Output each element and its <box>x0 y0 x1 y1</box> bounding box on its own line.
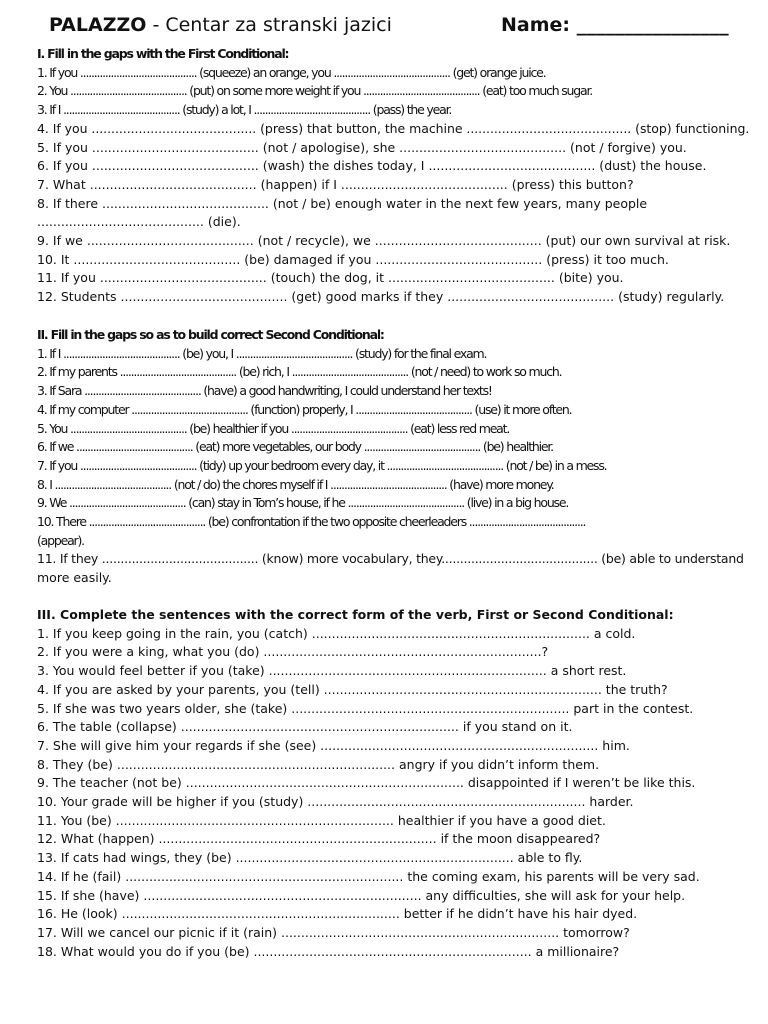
exercise-line: 6. If we .......................................... (eat) more vegetables, our body .......................................... (be) healthier. <box>37 439 553 455</box>
school-title <box>49 14 392 36</box>
exercise-line: 14. If he (fail) ...................................................................... the coming exam, his parents will be very sad. <box>37 868 700 884</box>
exercise-line: 3. You would feel better if you (take) ...................................................................... a short rest. <box>37 663 627 679</box>
exercise-line: 9. We .......................................... (can) stay in Tom’s house, if he .......................................... (live) in a big house. <box>37 495 569 511</box>
section-second-conditional <box>37 326 744 588</box>
exercise-line: 12. What (happen) ...................................................................... if the moon disappeared? <box>37 831 601 847</box>
exercise-line: 7. She will give him your regards if she (see) ...................................................................... him. <box>37 737 630 753</box>
exercise-line: 12. Students .......................................... (get) good marks if they .......................................... (study) regularly. <box>37 289 725 305</box>
worksheet-header <box>37 14 749 42</box>
exercise-line: 10. It .......................................... (be) damaged if you .......................................... (press) it too much. <box>37 251 669 267</box>
exercise-line: 1. If you keep going in the rain, you (catch) ...................................................................... a cold. <box>37 625 636 641</box>
exercise-line: 2. You .......................................... (put) on some more weight if you .......................................... (eat) too much sugar. <box>37 83 593 99</box>
exercise-line: 6. If you .......................................... (wash) the dishes today, I .......................................... (dust) the house. <box>37 158 707 174</box>
exercise-line: 5. If she was two years older, she (take) ...................................................................... part in the contest. <box>37 700 694 716</box>
exercise-line: 18. What would you do if you (be) ...................................................................... a millionaire? <box>37 943 620 959</box>
exercise-line: 2. If my parents .......................................... (be) rich, I .......................................... (not / need) to work so much. <box>37 364 562 380</box>
exercise-line: 8. They (be) ...................................................................... angry if you didn’t inform them. <box>37 756 600 772</box>
exercise-line: 8. If there .......................................... (not / be) enough water in the next few years, many people <box>37 195 648 211</box>
name-field-label: Name: ________________ <box>501 14 729 36</box>
worksheet-page <box>37 14 750 959</box>
exercise-line: (appear). <box>37 532 84 548</box>
exercise-line: 6. The table (collapse) ...................................................................... if you stand on it. <box>37 719 573 735</box>
exercise-line: 11. You (be) ...................................................................... healthier if you have a good diet. <box>37 812 606 828</box>
section-mixed-conditional <box>37 606 700 961</box>
exercise-line: 5. If you .......................................... (not / apologise), she .......................................... (not / forgive) you. <box>37 139 687 155</box>
exercise-line: 7. If you .......................................... (tidy) up your bedroom every day, it .......................................... (not / be) in a mess. <box>37 457 607 473</box>
exercise-line: 11. If they .......................................... (know) more vocabulary, they.......................................... (be) able to understand <box>37 551 744 567</box>
exercise-line: more easily. <box>37 570 112 586</box>
exercise-line: 5. You .......................................... (be) healthier if you .......................................... (eat) less red meat. <box>37 420 510 436</box>
exercise-line: 10. Your grade will be higher if you (study) ...................................................................... harder. <box>37 794 634 810</box>
exercise-line: 1. If I .......................................... (be) you, I .......................................... (study) for the final exam. <box>37 345 487 361</box>
exercise-line: 9. The teacher (not be) ...................................................................... disappointed if I weren’t be like this. <box>37 775 696 791</box>
school-name: PALAZZO <box>49 14 147 36</box>
exercise-line: 10. There .......................................... (be) confrontation if the two opposite cheerleaders .......................................... <box>37 514 586 530</box>
exercise-line: 1. If you .......................................... (squeeze) an orange, you .......................................... (get) orange juice. <box>37 64 546 80</box>
exercise-line: 16. He (look) ...................................................................... better if he didn’t have his hair dyed. <box>37 906 638 922</box>
exercise-line: 4. If you .......................................... (press) that button, the machine .......................................... (stop) functioning. <box>37 120 750 136</box>
section-first-conditional <box>37 45 749 307</box>
exercise-line: 3. If I .......................................... (study) a lot, I .......................................... (pass) the year. <box>37 102 452 118</box>
exercise-line: 13. If cats had wings, they (be) ...................................................................... able to fly. <box>37 850 583 866</box>
exercise-line: 7. What .......................................... (happen) if I .......................................... (press) this button? <box>37 176 634 192</box>
exercise-line: 4. If you are asked by your parents, you (tell) ...................................................................... the truth? <box>37 681 668 697</box>
section-title: III. Complete the sentences with the correct form of the verb, First or Second Conditional: <box>37 607 674 622</box>
exercise-line: 15. If she (have) ...................................................................... any difficulties, she will ask for your help. <box>37 887 686 903</box>
exercise-line: 2. If you were a king, what you (do) ......................................................................? <box>37 644 549 660</box>
exercise-line: 8. I .......................................... (not / do) the chores myself if I .......................................... (have) more money. <box>37 476 554 492</box>
exercise-line: 17. Will we cancel our picnic if it (rain) ...................................................................... tomorrow? <box>37 924 630 940</box>
exercise-line: .......................................... (die). <box>37 214 241 230</box>
exercise-line: 9. If we .......................................... (not / recycle), we .......................................... (put) our own survival at risk. <box>37 233 731 249</box>
section-title: II. Fill in the gaps so as to build correct Second Conditional: <box>37 327 384 342</box>
exercise-line: 4. If my computer .......................................... (function) properly, I .......................................... (use) it more often. <box>37 401 572 417</box>
exercise-line: 11. If you .......................................... (touch) the dog, it .......................................... (bite) you. <box>37 270 624 286</box>
school-subtitle: - Centar za stranski jazici <box>146 14 392 36</box>
exercise-line: 3. If Sara .......................................... (have) a good handwriting, I could understand her texts! <box>37 383 492 399</box>
section-title: I. Fill in the gaps with the First Conditional: <box>37 46 289 61</box>
